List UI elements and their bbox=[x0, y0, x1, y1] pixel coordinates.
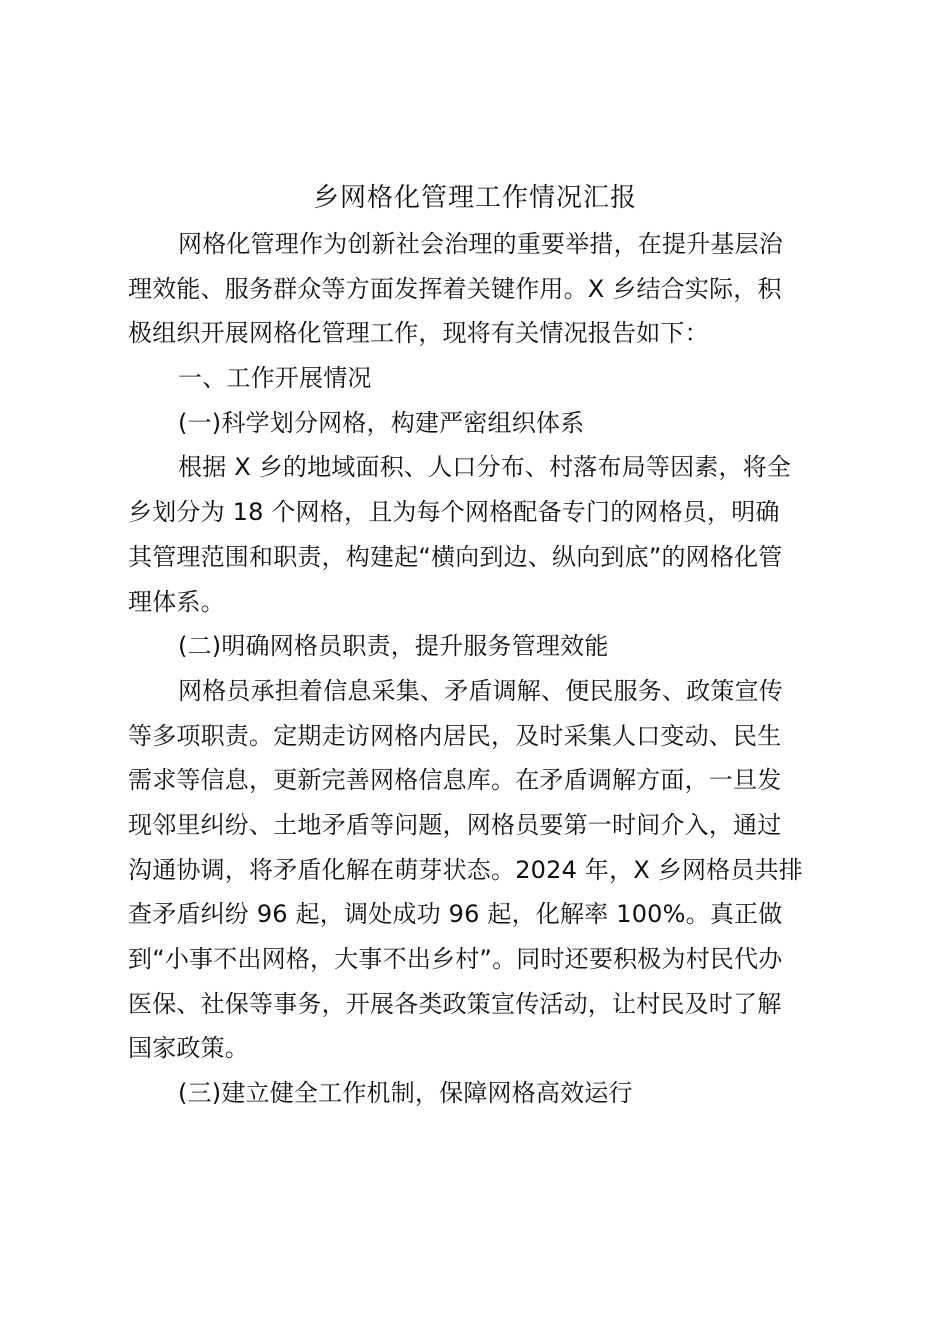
document-body bbox=[128, 222, 818, 1116]
paragraph-line: 乡划分为 18 个网格，且为每个网格配备专门的网格员，明确 bbox=[128, 498, 780, 527]
paragraph-line: 沟通协调，将矛盾化解在萌芽状态。2024 年，X 乡网格员共排 bbox=[128, 855, 803, 884]
paragraph-line: 网格员承担着信息采集、矛盾调解、便民服务、政策宣传 bbox=[178, 676, 783, 705]
paragraph-line: 需求等信息，更新完善网格信息库。在矛盾调解方面，一旦发 bbox=[128, 766, 782, 795]
subsection-heading: (一)科学划分网格，构建严密组织体系 bbox=[178, 408, 585, 437]
document-title: 乡网格化管理工作情况汇报 bbox=[312, 183, 637, 213]
paragraph-line: 国家政策。 bbox=[128, 1034, 249, 1063]
paragraph-line: 等多项职责。定期走访网格内居民，及时采集人口变动、民生 bbox=[128, 721, 782, 750]
section-heading: 一、工作开展情况 bbox=[178, 364, 372, 393]
paragraph-line: 到“小事不出网格，大事不出乡村”。同时还要积极为村民代办 bbox=[128, 945, 783, 973]
paragraph-line: 查矛盾纠纷 96 起，调处成功 96 起，化解率 100%。真正做 bbox=[128, 900, 783, 929]
subsection-heading: (三)建立健全工作机制，保障网格高效运行 bbox=[178, 1079, 633, 1108]
paragraph-line: 极组织开展网格化管理工作，现将有关情况报告如下： bbox=[128, 319, 709, 348]
paragraph-line: 现邻里纠纷、土地矛盾等问题，网格员要第一时间介入，通过 bbox=[128, 810, 782, 839]
subsection-heading: (二)明确网格员职责，提升服务管理效能 bbox=[178, 632, 609, 661]
paragraph-line: 根据 X 乡的地域面积、人口分布、村落布局等因素，将全 bbox=[178, 453, 792, 482]
paragraph-line: 网格化管理作为创新社会治理的重要举措，在提升基层治 bbox=[178, 230, 783, 258]
paragraph-line: 理效能、服务群众等方面发挥着关键作用。X 乡结合实际，积 bbox=[128, 274, 782, 303]
paragraph-line: 医保、社保等事务，开展各类政策宣传活动，让村民及时了解 bbox=[128, 989, 782, 1018]
paragraph-line: 理体系。 bbox=[128, 587, 225, 616]
paragraph-line: 其管理范围和职责，构建起“横向到边、纵向到底”的网格化管 bbox=[128, 542, 783, 571]
